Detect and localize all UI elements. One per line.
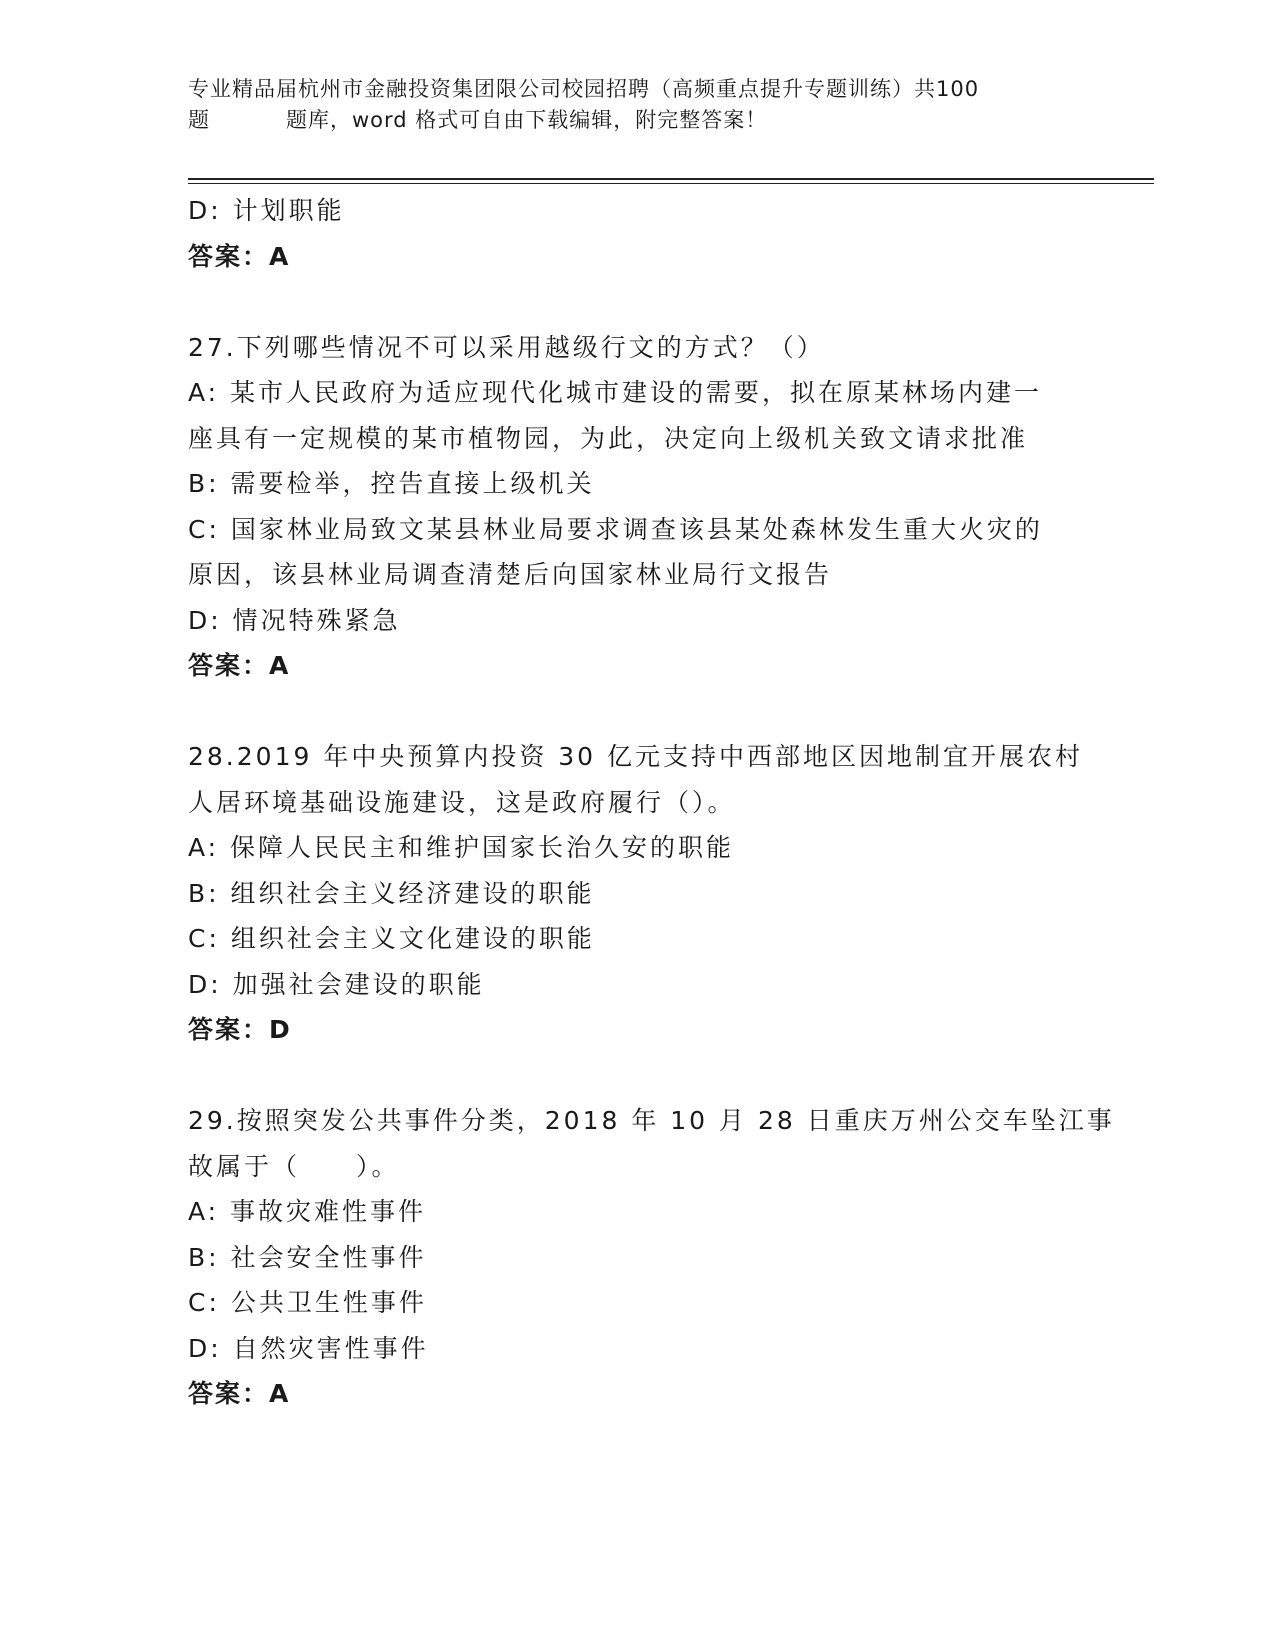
previous-option-d: D: 计划职能 — [188, 196, 345, 225]
question-content — [188, 188, 1115, 1417]
question-29 — [188, 1098, 1115, 1417]
question-28-option-b: B: 组织社会主义经济建设的职能 — [188, 878, 595, 908]
question-28-answer: 答案：D — [188, 1015, 292, 1044]
question-27 — [188, 325, 1088, 689]
header-title-line1: 专业精品届杭州市金融投资集团限公司校园招聘（高频重点提升专题训练）共100 — [188, 77, 980, 101]
question-28-option-d: D: 加强社会建设的职能 — [188, 969, 485, 999]
question-27-option-a-line1: A: 某市人民政府为适应现代化城市建设的需要，拟在原某林场内建一 — [188, 378, 1043, 407]
question-27-option-c-line1: C: 国家林业局致文某县林业局要求调查该县某处森林发生重大火灾的 — [188, 514, 1043, 544]
question-28-option-c: C: 组织社会主义文化建设的职能 — [188, 924, 595, 953]
question-29-answer: 答案：A — [188, 1379, 291, 1408]
header-divider-thin — [188, 183, 1154, 184]
question-29-option-c: C: 公共卫生性事件 — [188, 1288, 427, 1317]
question-27-option-c-line2: 原因，该县林业局调查清楚后向国家林业局行文报告 — [188, 560, 833, 589]
question-27-option-b: B: 需要检举，控告直接上级机关 — [188, 469, 595, 498]
header-title-line2 — [188, 105, 1088, 136]
question-29-option-a: A: 事故灾难性事件 — [188, 1197, 427, 1226]
question-28-option-a: A: 保障人民民主和维护国家长治久安的职能 — [188, 833, 735, 862]
header-title-line2-end: 题库，word 格式可自由下载编辑，附完整答案！ — [286, 108, 768, 132]
question-27-stem: 27.下列哪些情况不可以采用越级行文的方式？（） — [188, 332, 825, 362]
question-28-stem-line1: 28.2019 年中央预算内投资 30 亿元支持中西部地区因地制宜开展农村 — [188, 742, 1084, 771]
question-27-option-d: D: 情况特殊紧急 — [188, 605, 401, 635]
question-29-option-b: B: 社会安全性事件 — [188, 1242, 427, 1272]
question-28 — [188, 734, 1088, 1053]
header-divider-thick — [188, 178, 1154, 180]
question-28-stem-line2: 人居环境基础设施建设，这是政府履行（）。 — [188, 787, 736, 817]
previous-answer: 答案：A — [188, 241, 291, 271]
page-header — [188, 74, 1088, 136]
question-27-option-a-line2: 座具有一定规模的某市植物园，为此，决定向上级机关致文请求批准 — [188, 423, 1029, 453]
question-27-answer: 答案：A — [188, 651, 291, 680]
question-29-stem-line2: 故属于（ ）。 — [188, 1151, 400, 1181]
header-title-line2-start: 题 — [188, 108, 210, 132]
question-29-option-d: D: 自然灾害性事件 — [188, 1333, 429, 1363]
question-29-stem-line1: 29.按照突发公共事件分类，2018 年 10 月 28 日重庆万州公交车坠江事 — [188, 1106, 1115, 1135]
